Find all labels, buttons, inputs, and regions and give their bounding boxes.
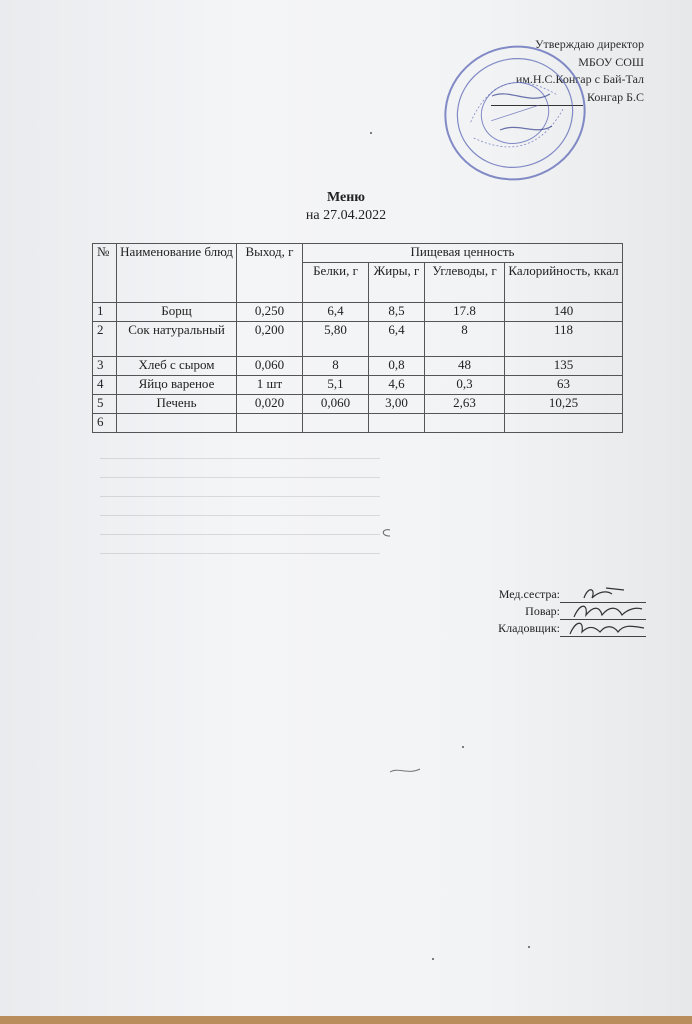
row-protein: 6,4 [303,303,369,322]
table-header-row [93,244,623,263]
table-row [93,303,623,322]
storekeeper-signature [560,624,646,637]
row-name: Хлеб с сыром [117,357,237,376]
header-name: Наименование блюд [117,244,237,303]
header-output: Выход, г [237,244,303,303]
bleed-through-lines [100,458,380,578]
row-name: Борщ [117,303,237,322]
approval-line-3: им.Н.С.Конгар с Бай-Тал [515,72,644,86]
row-num: 1 [93,303,117,322]
row-num: 6 [93,414,117,433]
nurse-label: Мед.сестра: [498,587,560,601]
row-carbs: 17.8 [425,303,505,322]
header-nutrition: Пищевая ценность [303,244,623,263]
speck [432,958,434,960]
row-carbs: 8 [425,322,505,357]
director-name: Конгар Б.С [587,89,644,104]
row-fat: 6,4 [369,322,425,357]
table-row [93,395,623,414]
row-calories: 140 [505,303,623,322]
speck [528,946,530,948]
row-protein: 8 [303,357,369,376]
page-date: на 27.04.2022 [305,208,387,223]
row-output: 1 шт [237,376,303,395]
header-calories: Калорийность, ккал [505,263,623,303]
signature-block [498,586,646,637]
storekeeper-label: Кладовщик: [498,621,560,635]
row-calories: 10,25 [505,395,623,414]
speck [462,746,464,748]
menu-table [92,243,623,433]
row-protein: 5,80 [303,322,369,357]
row-num: 5 [93,395,117,414]
page-title: Меню [326,190,365,205]
row-num: 3 [93,357,117,376]
row-calories: 135 [505,357,623,376]
row-calories: 63 [505,376,623,395]
row-fat: 3,00 [369,395,425,414]
row-num: 4 [93,376,117,395]
storekeeper-signature-row [498,620,646,637]
table-surface-edge [0,1016,692,1024]
row-name: Сок натуральный [117,322,237,357]
header-num: № [93,244,117,303]
row-fat: 8,5 [369,303,425,322]
pen-mark [378,528,392,538]
row-output: 0,250 [237,303,303,322]
school-stamp [440,38,590,188]
table-row [93,322,623,357]
approval-line-2: МБОУ СОШ [578,54,644,69]
table-row [93,376,623,395]
header-fat: Жиры, г [369,263,425,303]
table-row [93,414,623,433]
row-carbs [425,414,505,433]
row-num: 2 [93,322,117,357]
pen-mark [388,766,422,776]
row-fat: 4,6 [369,376,425,395]
row-carbs: 2,63 [425,395,505,414]
row-protein [303,414,369,433]
row-fat: 0,8 [369,357,425,376]
speck [370,132,372,134]
row-calories: 118 [505,322,623,357]
row-protein: 0,060 [303,395,369,414]
row-output [237,414,303,433]
header-carbs: Углеводы, г [425,263,505,303]
row-carbs: 48 [425,357,505,376]
row-output: 0,060 [237,357,303,376]
row-name: Яйцо вареное [117,376,237,395]
approval-line-1: Утверждаю директор [535,37,644,51]
row-calories [505,414,623,433]
row-carbs: 0,3 [425,376,505,395]
table-row [93,357,623,376]
row-output: 0,200 [237,322,303,357]
header-protein: Белки, г [303,263,369,303]
cook-label: Повар: [525,604,560,618]
row-fat [369,414,425,433]
row-name [117,414,237,433]
row-name: Печень [117,395,237,414]
row-output: 0,020 [237,395,303,414]
row-protein: 5,1 [303,376,369,395]
